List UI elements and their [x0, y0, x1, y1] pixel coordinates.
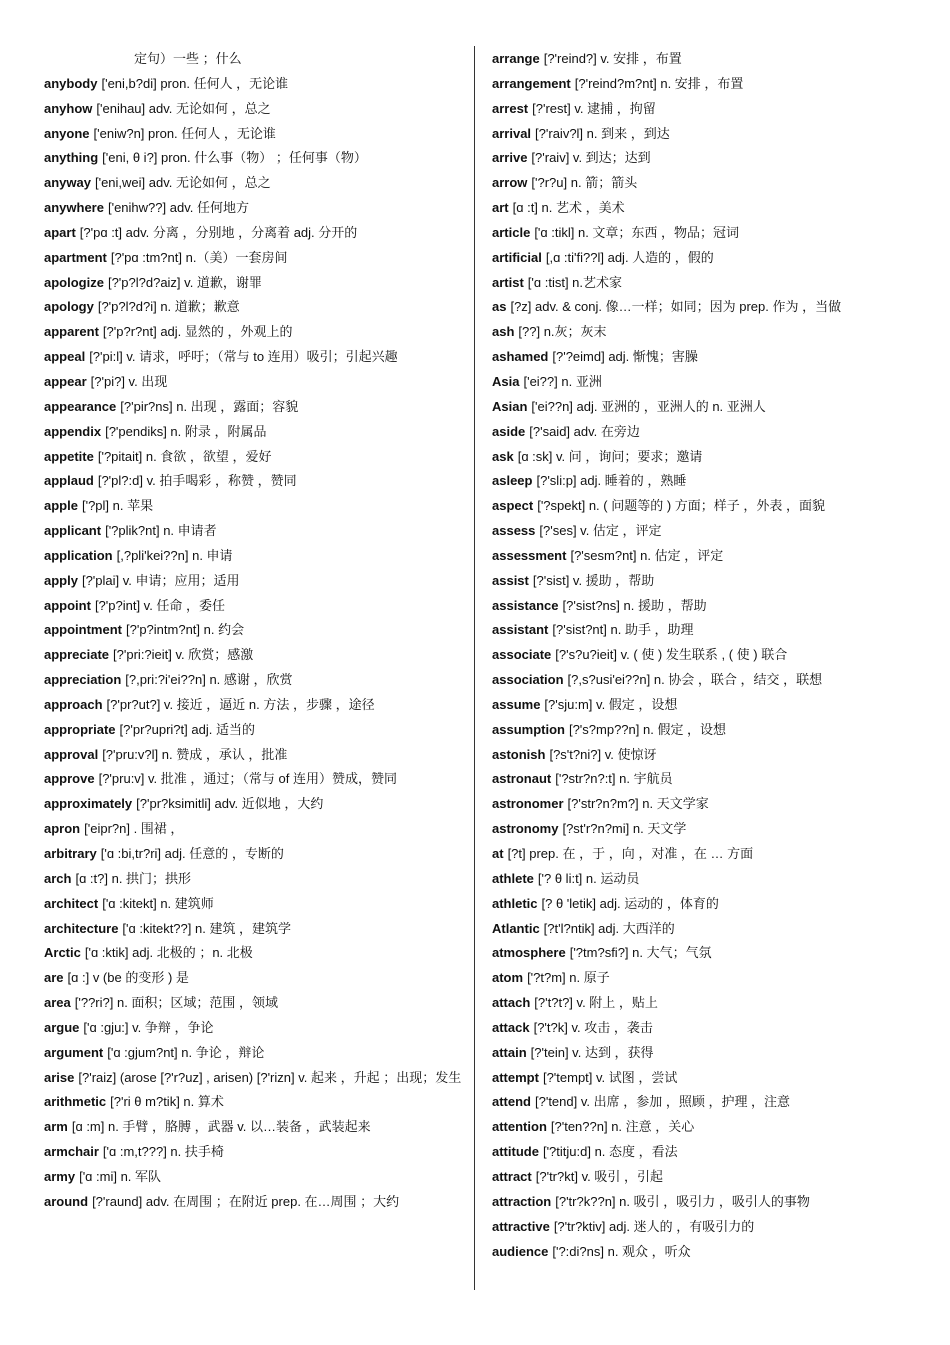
dictionary-entry — [44, 793, 462, 815]
dictionary-entry — [492, 172, 912, 194]
entry-definition: ['ɑ :tikl] n. 文章；东西 ，物品；冠词 — [534, 224, 740, 240]
dictionary-entry — [44, 545, 462, 567]
entry-headword: anyone — [44, 125, 90, 141]
entry-definition: ['enihau] adv. 无论如何 ，总之 — [96, 100, 271, 116]
entry-headword: audience — [492, 1243, 549, 1259]
entry-definition: ['ɑ :kitekt] n. 建筑师 — [102, 895, 214, 911]
dictionary-entry — [492, 967, 912, 989]
entry-headword: arrive — [492, 150, 528, 166]
entry-definition: ['?pl] n. 苹果 — [81, 498, 154, 514]
dictionary-entry — [44, 1191, 462, 1213]
entry-headword: arrest — [492, 100, 529, 116]
entry-headword: anyway — [44, 175, 91, 191]
entry-definition: [?'pir?ns] n. 出现 ，露面；容貌 — [120, 398, 299, 414]
entry-definition: [?,pri:?i'ei??n] n. 感谢 ，欣赏 — [125, 672, 293, 688]
dictionary-entry — [492, 197, 912, 219]
entry-headword: assist — [492, 572, 529, 588]
entry-headword: article — [492, 224, 531, 240]
entry-headword: associate — [492, 647, 552, 663]
entry-headword: artificial — [492, 249, 542, 265]
column-divider — [474, 46, 475, 1290]
entry-headword: apartment — [44, 249, 107, 265]
entry-definition: [?st'r?n?mi] n. 天文学 — [562, 821, 687, 837]
entry-headword: approach — [44, 696, 103, 712]
entry-definition: [?'raund] adv. 在周围 ；在附近 prep. 在…周围 ；大约 — [92, 1193, 400, 1209]
entry-definition: [?'pl?:d] v. 拍手喝彩 ，称赞 ，赞同 — [97, 473, 297, 489]
entry-headword: asleep — [492, 473, 533, 489]
entry-definition: [?'raiz] (arose [?'r?uz] , arisen) [?'rizn] v. 起来 ，升起 ；出现；发生 — [78, 1069, 462, 1085]
dictionary-entry — [44, 868, 462, 890]
entry-headword: ash — [492, 324, 515, 340]
dictionary-entry — [492, 942, 912, 964]
entry-headword: astonish — [492, 746, 546, 762]
dictionary-entry — [492, 1017, 912, 1039]
dictionary-entry — [44, 73, 462, 95]
dictionary-entry — [492, 793, 912, 815]
dictionary-entry — [44, 893, 462, 915]
dictionary-entry — [44, 843, 462, 865]
entry-headword: astronomer — [492, 796, 564, 812]
entry-definition: [?'pru:v] v. 批准 ，通过；（常与 of 连用）赞成，赞同 — [98, 771, 397, 787]
dictionary-entry — [44, 48, 462, 70]
entry-definition: [?'tr?k??n] n. 吸引 ，吸引力 ，吸引人的事物 — [555, 1193, 810, 1209]
entry-headword: applicant — [44, 523, 102, 539]
entry-definition: ['ɑ :gju:] v. 争辩 ，争论 — [83, 1019, 214, 1035]
entry-headword: Asian — [492, 398, 528, 414]
entry-headword: anyhow — [44, 100, 93, 116]
entry-definition: [?'p?l?d?aiz] v. 道歉，谢罪 — [107, 274, 262, 290]
entry-headword: assess — [492, 523, 536, 539]
entry-definition: ['ɑ :tist] n.艺术家 — [527, 274, 623, 290]
entry-definition: [?'?eimd] adj. 惭愧；害臊 — [552, 349, 698, 365]
entry-headword: appreciate — [44, 647, 110, 663]
entry-definition: ['eipr?n] . 围裙 ， — [84, 821, 184, 837]
entry-headword: appoint — [44, 597, 91, 613]
entry-definition: [?'reind?m?nt] n. 安排 ，布置 — [574, 75, 744, 91]
entry-headword: aside — [492, 423, 526, 439]
left-column — [44, 48, 462, 1216]
entry-definition: ['eniw?n] pron. 任何人 ，无论谁 — [93, 125, 276, 141]
entry-definition: ['?:di?ns] n. 观众 ，听众 — [552, 1243, 691, 1259]
dictionary-entry — [44, 942, 462, 964]
entry-definition: [?'p?intm?nt] n. 约会 — [126, 622, 245, 638]
entry-headword: attain — [492, 1044, 527, 1060]
dictionary-entry — [44, 719, 462, 741]
dictionary-entry — [44, 694, 462, 716]
entry-headword: arbitrary — [44, 846, 97, 861]
entry-headword: attach — [492, 995, 531, 1011]
entry-definition: [?'pi?] v. 出现 — [90, 373, 168, 389]
entry-headword: arch — [44, 870, 72, 886]
entry-definition: [ɑ :] v (be 的变形 ) 是 — [67, 970, 189, 986]
dictionary-entry — [44, 147, 462, 169]
entry-headword: application — [44, 547, 113, 563]
dictionary-entry — [492, 918, 912, 940]
entry-definition: [?'rest] v. 逮捕 ，拘留 — [532, 100, 656, 116]
dictionary-entry — [492, 1042, 912, 1064]
entry-definition: [?'pr?ksimitli] adv. 近似地 ，大约 — [136, 796, 324, 812]
entry-headword: Atlantic — [492, 920, 540, 936]
dictionary-entry — [492, 843, 912, 865]
entry-headword: Arctic — [44, 945, 81, 961]
dictionary-entry — [44, 98, 462, 120]
entry-headword: apparent — [44, 324, 99, 340]
entry-headword: armchair — [44, 1144, 99, 1160]
dictionary-entry — [492, 520, 912, 542]
entry-definition: [?'pri:?ieit] v. 欣赏；感激 — [113, 647, 254, 663]
entry-headword: art — [492, 200, 509, 216]
entry-definition: [?z] adv. & conj. 像…一样；如同；因为 prep. 作为 ，当做 — [510, 299, 842, 315]
entry-headword: are — [44, 970, 64, 986]
dictionary-entry — [44, 197, 462, 219]
entry-definition: [,ɑ :ti'fi??l] adj. 人造的 ，假的 — [545, 249, 714, 265]
entry-definition: ['?t?m] n. 原子 — [527, 970, 610, 986]
entry-headword: architect — [44, 895, 99, 911]
dictionary-entry — [44, 321, 462, 343]
entry-headword: attitude — [492, 1144, 539, 1160]
dictionary-entry — [44, 1091, 462, 1113]
entry-headword: artist — [492, 274, 524, 290]
entry-definition: ['?spekt] n. ( 问题等的 ) 方面；样子 ，外表 ，面貌 — [537, 498, 825, 514]
entry-definition: ['?str?n?:t] n. 宇航员 — [555, 771, 673, 787]
entry-definition: [?'s?u?ieit] v. ( 使 ) 发生联系 , ( 使 ) 联合 — [555, 647, 788, 663]
entry-headword: astronaut — [492, 771, 552, 787]
dictionary-entry — [492, 1216, 912, 1238]
dictionary-entry — [44, 296, 462, 318]
dictionary-entry — [44, 371, 462, 393]
entry-definition: [?'t?t?] v. 附上 ，贴上 — [534, 995, 658, 1011]
entry-headword: as — [492, 299, 507, 315]
entry-definition: [?'ten??n] n. 注意 ，关心 — [550, 1119, 695, 1135]
entry-headword: assume — [492, 696, 541, 712]
dictionary-entry — [44, 918, 462, 940]
entry-definition: ['ei??n] adj. 亚洲的 ，亚洲人的 n. 亚洲人 — [531, 398, 766, 414]
entry-definition: ['?r?u] n. 箭；箭头 — [531, 175, 638, 191]
entry-definition: [?'ri θ m?tik] n. 算术 — [110, 1094, 224, 1110]
entry-definition: [?'reind?] v. 安排 ，布置 — [543, 51, 682, 66]
dictionary-entry — [492, 222, 912, 244]
dictionary-entry — [44, 967, 462, 989]
dictionary-entry — [44, 818, 462, 840]
dictionary-entry — [492, 619, 912, 641]
dictionary-entry — [492, 396, 912, 418]
dictionary-entry — [44, 172, 462, 194]
entry-headword: astronomy — [492, 821, 559, 837]
entry-headword: assumption — [492, 721, 565, 737]
entry-headword: attend — [492, 1094, 531, 1110]
entry-definition: [?'p?r?nt] adj. 显然的 ，外观上的 — [102, 324, 293, 340]
dictionary-entry — [44, 1116, 462, 1138]
entry-headword: assessment — [492, 547, 567, 563]
entry-definition: 定句）一些 ；什么 — [134, 51, 242, 66]
entry-definition: [?'tend] v. 出席 ，参加 ，照顾 ，护理 ，注意 — [535, 1094, 791, 1110]
dictionary-entry — [492, 247, 912, 269]
entry-headword: attempt — [492, 1069, 539, 1085]
entry-definition: ['ei??] n. 亚洲 — [523, 373, 602, 389]
entry-headword: attention — [492, 1119, 547, 1135]
dictionary-entry — [492, 669, 912, 691]
dictionary-entry — [492, 495, 912, 517]
entry-definition: [?'ses] v. 估定 ，评定 — [539, 523, 662, 539]
dictionary-entry — [492, 321, 912, 343]
entry-headword: appetite — [44, 448, 94, 464]
dictionary-entry — [44, 396, 462, 418]
entry-headword: appendix — [44, 423, 102, 439]
dictionary-entry — [492, 1091, 912, 1113]
entry-definition: [?'tempt] v. 试图 ，尝试 — [542, 1069, 678, 1085]
dictionary-entry — [492, 272, 912, 294]
entry-definition: [ɑ :sk] v. 问 ，询问；要求；邀请 — [517, 448, 703, 464]
dictionary-entry — [492, 446, 912, 468]
entry-definition: [?'tr?kt] v. 吸引 ，引起 — [535, 1168, 663, 1184]
dictionary-entry — [44, 1141, 462, 1163]
entry-headword: apology — [44, 299, 94, 315]
dictionary-entry — [492, 992, 912, 1014]
entry-definition: [?'p?l?d?i] n. 道歉；歉意 — [97, 299, 240, 315]
dictionary-entry — [492, 545, 912, 567]
entry-definition: ['enihw??] adv. 任何地方 — [107, 200, 249, 216]
entry-headword: ashamed — [492, 349, 549, 365]
entry-definition: ['? θ li:t] n. 运动员 — [537, 870, 640, 886]
entry-definition: ['ɑ :mi] n. 军队 — [79, 1168, 162, 1184]
dictionary-entry — [44, 470, 462, 492]
dictionary-entry — [44, 619, 462, 641]
entry-headword: attractive — [492, 1218, 550, 1234]
entry-definition: [? θ 'letik] adj. 运动的 ，体育的 — [541, 895, 719, 911]
entry-headword: around — [44, 1193, 89, 1209]
entry-definition: [?'pr?upri?t] adj. 适当的 — [119, 721, 255, 737]
dictionary-entry — [492, 694, 912, 716]
entry-definition: ['?plik?nt] n. 申请者 — [105, 523, 217, 539]
dictionary-entry — [44, 570, 462, 592]
entry-headword: athletic — [492, 895, 538, 911]
entry-headword: atmosphere — [492, 945, 566, 961]
dictionary-entry — [492, 768, 912, 790]
entry-definition: [?'tein] v. 达到 ，获得 — [530, 1044, 654, 1060]
dictionary-entry — [492, 123, 912, 145]
dictionary-entry — [492, 147, 912, 169]
entry-definition: ['??ri?] n. 面积；区域；范围 ，领域 — [74, 995, 279, 1011]
entry-headword: atom — [492, 970, 524, 986]
entry-definition: ['ɑ :m,t???] n. 扶手椅 — [102, 1144, 224, 1160]
entry-definition: [?'sli:p] adj. 睡着的 ，熟睡 — [536, 473, 687, 489]
entry-headword: arrival — [492, 125, 532, 141]
dictionary-entry — [44, 992, 462, 1014]
entry-definition: [?'pr?ut?] v. 接近 ，逼近 n. 方法 ，步骤 ，途径 — [106, 696, 375, 712]
entry-headword: appear — [44, 373, 87, 389]
entry-definition: [?'pru:v?l] n. 赞成 ，承认 ，批准 — [102, 746, 288, 762]
entry-headword: assistance — [492, 597, 559, 613]
dictionary-entry — [492, 371, 912, 393]
dictionary-entry — [44, 123, 462, 145]
dictionary-entry — [492, 470, 912, 492]
entry-headword: assistant — [492, 622, 549, 638]
dictionary-entry — [44, 1017, 462, 1039]
entry-definition: [?'sist] v. 援助 ，帮助 — [532, 572, 655, 588]
entry-headword: appropriate — [44, 721, 116, 737]
dictionary-entry — [492, 346, 912, 368]
dictionary-entry — [492, 98, 912, 120]
dictionary-entry — [44, 346, 462, 368]
entry-headword: Asia — [492, 373, 520, 389]
entry-definition: [?'p?int] v. 任命 ，委任 — [94, 597, 226, 613]
dictionary-entry — [492, 1067, 912, 1089]
dictionary-entry — [44, 520, 462, 542]
entry-definition: [?'pendiks] n. 附录 ，附属品 — [105, 423, 267, 439]
entry-definition: ['ɑ :ktik] adj. 北极的 ；n. 北极 — [84, 945, 253, 961]
entry-definition: [?'pɑ :tm?nt] n.（美）一套房间 — [110, 249, 288, 265]
entry-definition: ['ɑ :bi,tr?ri] adj. 任意的 ，专断的 — [100, 846, 284, 861]
entry-headword: at — [492, 846, 504, 861]
entry-definition: [?t] prep. 在 ，于 ，向 ，对准 ，在 … 方面 — [507, 846, 754, 861]
dictionary-entry — [492, 868, 912, 890]
dictionary-entry — [492, 73, 912, 95]
entry-definition: [?'pi:l] v. 请求，呼吁；（常与 to 连用）吸引；引起兴趣 — [89, 349, 398, 365]
dictionary-entry — [492, 1141, 912, 1163]
dictionary-entry — [44, 272, 462, 294]
entry-headword: appointment — [44, 622, 122, 638]
entry-definition: [?'t?k] v. 攻击 ，袭击 — [533, 1019, 653, 1035]
entry-definition: [ɑ :m] n. 手臂 ，胳膊 ，武器 v. 以…装备 ，武装起来 — [71, 1119, 371, 1135]
dictionary-entry — [44, 744, 462, 766]
entry-headword: arrow — [492, 175, 528, 191]
entry-definition: [?'s?mp??n] n. 假定 ，设想 — [568, 721, 727, 737]
entry-definition: [?'sju:m] v. 假定 ，设想 — [544, 696, 678, 712]
dictionary-entry — [44, 768, 462, 790]
dictionary-entry — [492, 818, 912, 840]
dictionary-entry — [44, 495, 462, 517]
entry-headword: applaud — [44, 473, 94, 489]
entry-headword: apple — [44, 498, 78, 514]
dictionary-entry — [492, 570, 912, 592]
entry-definition: ['?pitait] n. 食欲 ，欲望 ，爱好 — [97, 448, 272, 464]
entry-headword: approve — [44, 771, 95, 787]
entry-headword: area — [44, 995, 71, 1011]
entry-definition: [?'plai] v. 申请；应用；适用 — [81, 572, 240, 588]
entry-definition: [??] n.灰；灰末 — [518, 324, 607, 340]
entry-headword: arm — [44, 1119, 68, 1135]
entry-headword: army — [44, 1168, 76, 1184]
entry-definition: [?'said] adv. 在旁边 — [529, 423, 640, 439]
entry-definition: ['eni,wei] adv. 无论如何 ，总之 — [94, 175, 271, 191]
entry-headword: attraction — [492, 1193, 552, 1209]
entry-headword: arise — [44, 1069, 75, 1085]
entry-headword: attack — [492, 1019, 530, 1035]
entry-headword: aspect — [492, 498, 534, 514]
entry-headword: arrange — [492, 51, 540, 66]
entry-headword: arithmetic — [44, 1094, 107, 1110]
dictionary-entry — [492, 1166, 912, 1188]
entry-definition: [?s't?ni?] v. 使惊讶 — [549, 746, 657, 762]
entry-headword: approval — [44, 746, 99, 762]
entry-definition: [?'str?n?m?] n. 天文学家 — [567, 796, 709, 812]
entry-headword: athlete — [492, 870, 534, 886]
entry-definition: [,?pli'kei??n] n. 申请 — [116, 547, 233, 563]
entry-definition: [?'pɑ :t] adv. 分离 ，分别地 ，分离着 adj. 分开的 — [79, 224, 358, 240]
dictionary-entry — [492, 1241, 912, 1263]
right-column — [492, 48, 912, 1265]
dictionary-entry — [492, 719, 912, 741]
entry-headword: apologize — [44, 274, 104, 290]
dictionary-entry — [44, 247, 462, 269]
entry-definition: [?'raiv?l] n. 到来 ，到达 — [535, 125, 670, 141]
dictionary-entry — [44, 1067, 462, 1089]
dictionary-entry — [492, 421, 912, 443]
dictionary-entry — [44, 595, 462, 617]
dictionary-entry — [44, 644, 462, 666]
entry-headword: approximately — [44, 796, 133, 812]
entry-headword: architecture — [44, 920, 119, 936]
entry-headword: appearance — [44, 398, 117, 414]
entry-headword: argue — [44, 1019, 80, 1035]
entry-headword: arrangement — [492, 75, 571, 91]
dictionary-entry — [44, 421, 462, 443]
entry-definition: [?'raiv] v. 到达；达到 — [531, 150, 651, 166]
entry-headword: attract — [492, 1168, 532, 1184]
entry-definition: [?'sist?nt] n. 助手 ，助理 — [552, 622, 694, 638]
entry-headword: anything — [44, 150, 99, 166]
dictionary-entry — [492, 644, 912, 666]
entry-definition: [ɑ :t?] n. 拱门；拱形 — [75, 870, 192, 886]
entry-headword: apron — [44, 821, 81, 837]
entry-headword: association — [492, 672, 564, 688]
dictionary-entry — [44, 669, 462, 691]
dictionary-entry — [44, 446, 462, 468]
entry-headword: ask — [492, 448, 514, 464]
entry-definition: ['ɑ :gjum?nt] n. 争论 ，辩论 — [107, 1044, 265, 1060]
entry-definition: [?'tr?ktiv] adj. 迷人的 ，有吸引力的 — [553, 1218, 755, 1234]
entry-definition: [ɑ :t] n. 艺术 ，美术 — [512, 200, 625, 216]
dictionary-entry — [492, 296, 912, 318]
dictionary-entry — [44, 1166, 462, 1188]
entry-definition: ['eni,b?di] pron. 任何人 ，无论谁 — [101, 75, 289, 91]
entry-definition: ['ɑ :kitekt??] n. 建筑 ，建筑学 — [122, 920, 292, 936]
dictionary-entry — [492, 595, 912, 617]
entry-definition: [?,s?usi'ei??n] n. 协会 ，联合 ，结交 ，联想 — [567, 672, 823, 688]
entry-headword: appeal — [44, 349, 86, 365]
entry-headword: anywhere — [44, 200, 104, 216]
dictionary-entry — [492, 893, 912, 915]
entry-definition: [?t'l?ntik] adj. 大西洋的 — [543, 920, 675, 936]
dictionary-entry — [492, 1116, 912, 1138]
entry-definition: ['?tm?sfi?] n. 大气；气氛 — [569, 945, 712, 961]
entry-headword: argument — [44, 1044, 104, 1060]
entry-definition: [?'sesm?nt] n. 估定 ，评定 — [570, 547, 724, 563]
dictionary-entry — [492, 744, 912, 766]
entry-headword: apart — [44, 224, 76, 240]
dictionary-entry — [44, 222, 462, 244]
entry-headword: anybody — [44, 75, 98, 91]
dictionary-entry — [492, 48, 912, 70]
entry-definition: [?'sist?ns] n. 援助 ，帮助 — [562, 597, 707, 613]
entry-definition: ['eni, θ i?] pron. 什么事（物） ；任何事（物） — [102, 150, 367, 166]
entry-definition: ['?titju:d] n. 态度 ，看法 — [542, 1144, 678, 1160]
dictionary-entry — [492, 1191, 912, 1213]
dictionary-entry — [44, 1042, 462, 1064]
entry-headword: apply — [44, 572, 78, 588]
entry-headword: appreciation — [44, 672, 122, 688]
